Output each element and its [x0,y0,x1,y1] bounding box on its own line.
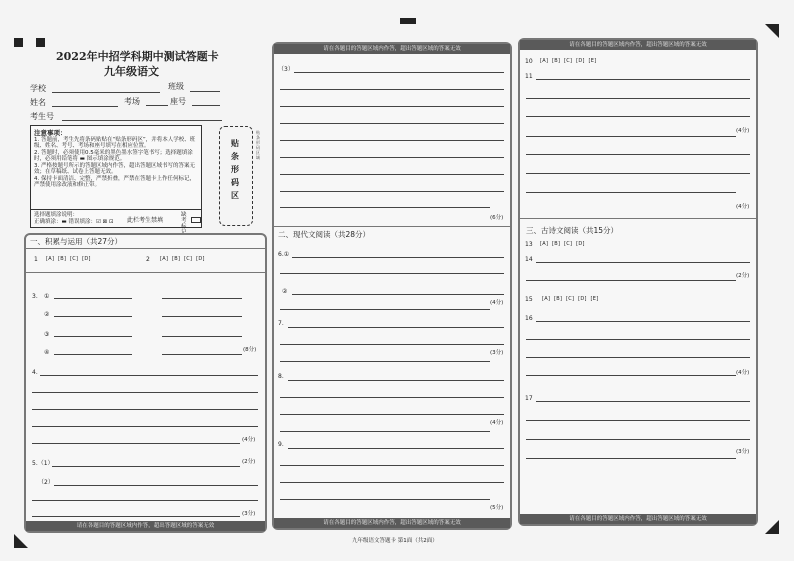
answer-line[interactable] [32,392,258,393]
fill-example: 正确填涂：▬ 错误填涂：☑ ⊠ ⊡ [34,219,114,225]
class-label: 班级 [168,82,184,91]
answer-line[interactable] [526,357,750,358]
score-label: (5分) [490,505,504,511]
seat-input[interactable] [192,105,220,106]
fill-example-label: 选择题填涂说明： [34,212,79,218]
question-number: 11 [525,73,533,80]
score-label: (3分) [242,511,256,517]
alignment-mark [765,24,779,38]
answer-line[interactable] [162,354,242,355]
question-number: 2 [146,256,150,263]
question-number: 15 [525,296,533,303]
blank-marker: ③ [44,331,50,338]
answer-line[interactable] [526,173,750,174]
answer-line[interactable] [280,273,504,274]
score-label: (3分) [736,449,750,455]
answer-panel-2 [272,42,512,530]
notice-item: 2. 答题时，必须使用0.5毫米的黑色墨水签字笔书写；选择题填涂时，必须用铅笔将 ▬ 图示填涂规范。 [34,150,193,162]
answer-line[interactable] [280,207,490,208]
answer-line[interactable] [280,361,490,362]
answer-line[interactable] [32,500,258,501]
room-input[interactable] [146,105,168,106]
question-number: 1 [34,256,38,263]
answer-line[interactable] [280,123,504,124]
answer-line[interactable] [54,354,132,355]
answer-line[interactable] [292,257,504,258]
score-label: (6分) [490,215,504,221]
question-number: 10 [525,58,533,65]
class-input[interactable] [190,91,220,92]
question-number: 7. [278,320,284,327]
name-input[interactable] [52,106,118,107]
panel-note: 请在各题目的答题区域内作答，超出答题区域的答案无效 [274,518,510,528]
answer-line[interactable] [32,409,258,410]
question-number: 5.（1） [32,460,54,467]
answer-line[interactable] [280,174,504,175]
question-number: 13 [525,241,533,248]
answer-line[interactable] [280,309,490,310]
absent-label: 此栏考生禁填 [127,217,164,224]
answer-line[interactable] [292,294,504,295]
answer-line[interactable] [54,316,132,317]
answer-line[interactable] [526,280,736,281]
answer-line[interactable] [526,439,750,440]
room-label: 考场 [124,97,140,106]
answer-line[interactable] [280,140,504,141]
notice-item: 3. 严格按题号所示的答题区域内作答，超出答题区域书写的答案无效；在草稿纸、试卷上答题无效。 [34,163,195,175]
answer-line[interactable] [280,414,504,415]
blank-marker: ④ [44,349,50,356]
answer-line[interactable] [526,192,736,193]
question-number: 9. [278,441,284,448]
score-label: (3分) [490,350,504,356]
choice-bubbles[interactable]: [A] [B] [C] [D] [E] [542,296,599,302]
section-heading: 一、积累与运用（共27分） [30,237,123,246]
question-number: 17 [525,395,533,402]
answer-line[interactable] [526,420,750,421]
answer-line[interactable] [40,375,258,376]
answer-line[interactable] [536,321,750,322]
answer-line[interactable] [32,516,240,517]
panel-note: 请在各题目的答题区域内作答，超出答题区域的答案无效 [274,44,510,54]
exam-no-input[interactable] [62,120,222,121]
answer-line[interactable] [526,136,736,137]
answer-line[interactable] [162,298,242,299]
choice-bubbles[interactable]: [A] [B] [C] [D] [540,241,585,247]
answer-line[interactable] [526,339,750,340]
answer-line[interactable] [280,344,504,345]
question-number: （3） [278,66,294,73]
score-label: (4分) [736,204,750,210]
score-label: (4分) [490,300,504,306]
question-number: 4. [32,369,38,376]
answer-line[interactable] [54,485,258,486]
answer-line[interactable] [280,499,490,500]
alignment-mark [765,520,779,534]
answer-line[interactable] [280,431,490,432]
barcode-label: 贴条形码区 [231,139,239,200]
barcode-area [219,126,253,226]
answer-line[interactable] [280,106,504,107]
panel-note: 请在各题目的答题区域内作答，超出答题区域的答案无效 [520,40,756,50]
question-number: ② [282,288,288,295]
score-label: (4分) [490,420,504,426]
absent-mark-label: 缺考标 [181,212,187,230]
choice-bubbles[interactable]: [A] [B] [C] [D] [160,256,205,262]
question-number: 6.① [278,251,290,258]
score-label: (2分) [736,273,750,279]
answer-line[interactable] [280,157,504,158]
notice-heading: 注意事项： [34,129,67,137]
question-number: 8. [278,373,284,380]
barcode-side-note: 贴条形码区域 [256,130,260,160]
exam-no-label: 考生号 [30,112,54,121]
page-title: 2022年中招学科期中测试答题卡 [56,50,219,63]
answer-line[interactable] [32,443,240,444]
question-number: 16 [525,315,533,322]
answer-line[interactable] [280,191,504,192]
page-subtitle: 九年级语文 [104,65,159,78]
answer-line[interactable] [280,397,504,398]
score-label: (4分) [736,370,750,376]
blank-marker: ② [44,311,50,318]
answer-panel-1 [24,233,267,533]
question-number: 14 [525,256,533,263]
choice-bubbles[interactable]: [A] [B] [C] [D] [E] [540,58,597,64]
answer-line[interactable] [162,316,242,317]
school-input[interactable] [52,92,160,93]
page-footer: 九年级语文答题卡 第1面（共2面） [352,538,438,544]
alignment-mark [400,18,416,24]
score-label: (4分) [242,437,256,443]
section-heading: 三、古诗文阅读（共15分） [526,226,619,235]
choice-bubbles[interactable]: [A] [B] [C] [D] [46,256,91,262]
absent-mark-box[interactable] [191,217,201,223]
answer-line[interactable] [54,336,132,337]
answer-line[interactable] [280,465,504,466]
answer-line[interactable] [288,448,504,449]
notice-box [30,125,202,228]
name-label: 姓名 [30,98,46,107]
answer-line[interactable] [526,458,736,459]
question-number: 3. [32,293,38,300]
answer-line[interactable] [162,336,242,337]
alignment-mark [36,38,45,47]
answer-line[interactable] [288,380,504,381]
answer-line[interactable] [280,482,504,483]
answer-line[interactable] [526,154,750,155]
answer-line[interactable] [526,98,750,99]
panel-note: 请在各题目的答题区域内作答，超出答题区域的答案无效 [520,514,756,524]
alignment-mark [14,38,23,47]
school-label: 学校 [30,84,46,93]
notice-item: 1. 答题前，考生先将条码贴贴在“贴条形码区”，并将本人学校、班级、姓名、考号、考场和座号填写在相应位置。 [34,137,196,149]
answer-line[interactable] [526,116,750,117]
answer-line[interactable] [294,72,504,73]
section-heading: 二、现代文阅读（共28分） [278,230,371,239]
answer-line[interactable] [52,466,240,467]
answer-line[interactable] [288,327,504,328]
answer-line[interactable] [526,375,736,376]
score-label: (8分) [243,347,257,353]
score-label: (2分) [242,459,256,465]
score-label: (4分) [736,128,750,134]
alignment-mark [14,534,28,548]
answer-line[interactable] [54,298,132,299]
question-number: （2） [38,479,54,486]
notice-item: 4. 保持卡面清洁、完整，严禁折叠，严禁在答题卡上作任何标记，严禁使用涂改液和修正带。 [34,176,195,188]
answer-line[interactable] [32,426,258,427]
panel-note: 请在各题目的答题区域内作答，超出答题区域的答案无效 [26,521,265,531]
seat-label: 座号 [170,97,186,106]
answer-line[interactable] [536,79,750,80]
answer-panel-3 [518,38,758,526]
blank-marker: ① [44,293,50,300]
answer-line[interactable] [280,89,504,90]
answer-line[interactable] [536,401,750,402]
answer-line[interactable] [536,262,750,263]
